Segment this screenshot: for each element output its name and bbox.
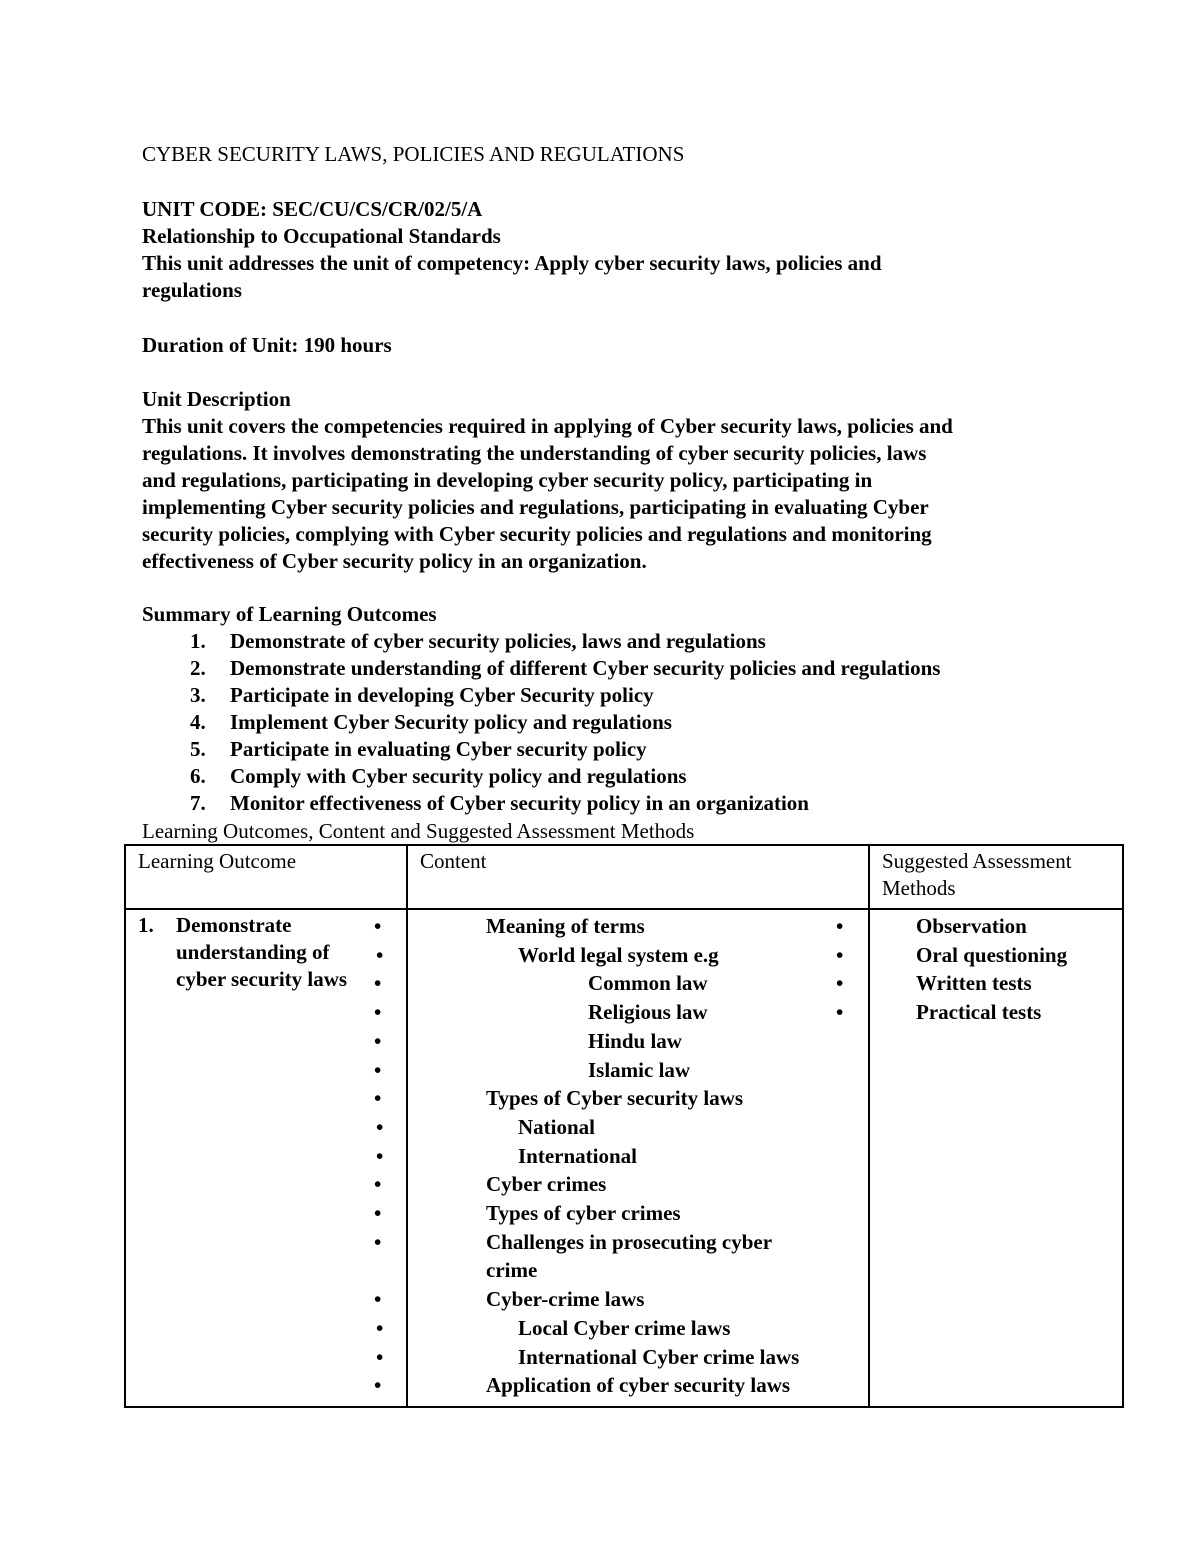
list-item: • Written tests bbox=[870, 969, 1112, 998]
unit-description bbox=[142, 386, 1102, 575]
list-item: 6. Comply with Cyber security policy and regulations bbox=[190, 764, 687, 788]
list-item: • Observation bbox=[870, 912, 1112, 941]
description-heading: Unit Description bbox=[142, 387, 291, 411]
methods-list bbox=[870, 912, 1112, 1027]
list-item: • Meaning of terms bbox=[408, 912, 858, 941]
description-line: and regulations, participating in developing cyber security policy, participating in bbox=[142, 468, 873, 492]
methods-cell bbox=[869, 909, 1123, 1407]
list-item: • Challenges in prosecuting cyber bbox=[408, 1228, 858, 1257]
unit-code: UNIT CODE: SEC/CU/CS/CR/02/5/A bbox=[142, 197, 483, 221]
content-list bbox=[408, 912, 858, 1400]
list-item: • Cyber crimes bbox=[408, 1170, 858, 1199]
list-item: 1. Demonstrate of cyber security policies, laws and regulations bbox=[190, 629, 766, 653]
list-item: 4. Implement Cyber Security policy and regulations bbox=[190, 710, 672, 734]
list-item: • Practical tests bbox=[870, 998, 1112, 1027]
list-item: 3. Participate in developing Cyber Security policy bbox=[190, 683, 654, 707]
description-line: regulations. It involves demonstrating the understanding of cyber security policies, laws bbox=[142, 441, 927, 465]
table-row bbox=[125, 909, 1123, 1407]
relationship-text: This unit addresses the unit of competency: Apply cyber security laws, policies and bbox=[142, 251, 882, 275]
list-item: • Local Cyber crime laws bbox=[408, 1314, 858, 1343]
list-item: • World legal system e.g bbox=[408, 941, 858, 970]
list-item: • National bbox=[408, 1113, 858, 1142]
content-cell bbox=[407, 909, 869, 1407]
list-item: • International bbox=[408, 1142, 858, 1171]
list-item: 5. Participate in evaluating Cyber security policy bbox=[190, 737, 647, 761]
list-item: • Application of cyber security laws bbox=[408, 1371, 858, 1400]
description-line: implementing Cyber security policies and regulations, participating in evaluating Cyber bbox=[142, 495, 929, 519]
list-item: • International Cyber crime laws bbox=[408, 1343, 858, 1372]
list-item: • Religious law bbox=[408, 998, 858, 1027]
list-item: 2. Demonstrate understanding of different Cyber security policies and regulations bbox=[190, 656, 941, 680]
header-content: Content bbox=[407, 845, 869, 909]
description-line: effectiveness of Cyber security policy in an organization. bbox=[142, 549, 647, 573]
list-item: • Types of Cyber security laws bbox=[408, 1084, 858, 1113]
list-item: 7. Monitor effectiveness of Cyber security policy in an organization bbox=[190, 791, 809, 815]
description-line: This unit covers the competencies required in applying of Cyber security laws, policies and bbox=[142, 414, 953, 438]
list-item-continuation: crime bbox=[486, 1258, 538, 1283]
table-header-row bbox=[125, 845, 1123, 909]
learning-outcomes-list bbox=[190, 628, 940, 817]
summary-heading: Summary of Learning Outcomes bbox=[142, 602, 437, 626]
list-item: • Islamic law bbox=[408, 1056, 858, 1085]
list-item: • Hindu law bbox=[408, 1027, 858, 1056]
list-item: • Oral questioning bbox=[870, 941, 1112, 970]
list-item: • Common law bbox=[408, 969, 858, 998]
outcome-cell: 1. Demonstrate understanding of cyber security laws bbox=[125, 909, 407, 1407]
header-assessment-methods: Suggested Assessment Methods bbox=[869, 845, 1123, 909]
unit-info bbox=[142, 196, 1102, 304]
relationship-heading: Relationship to Occupational Standards bbox=[142, 224, 501, 248]
list-item: • Cyber-crime laws bbox=[408, 1285, 858, 1314]
duration: Duration of Unit: 190 hours bbox=[142, 333, 392, 357]
list-item: • Types of cyber crimes bbox=[408, 1199, 858, 1228]
description-line: security policies, complying with Cyber security policies and regulations and monitoring bbox=[142, 522, 932, 546]
relationship-text: regulations bbox=[142, 278, 242, 302]
header-learning-outcome: Learning Outcome bbox=[125, 845, 407, 909]
learning-outcomes-table bbox=[124, 844, 1124, 1408]
table-heading: Learning Outcomes, Content and Suggested Assessment Methods bbox=[142, 819, 695, 843]
document-title: CYBER SECURITY LAWS, POLICIES AND REGULATIONS bbox=[142, 142, 685, 166]
